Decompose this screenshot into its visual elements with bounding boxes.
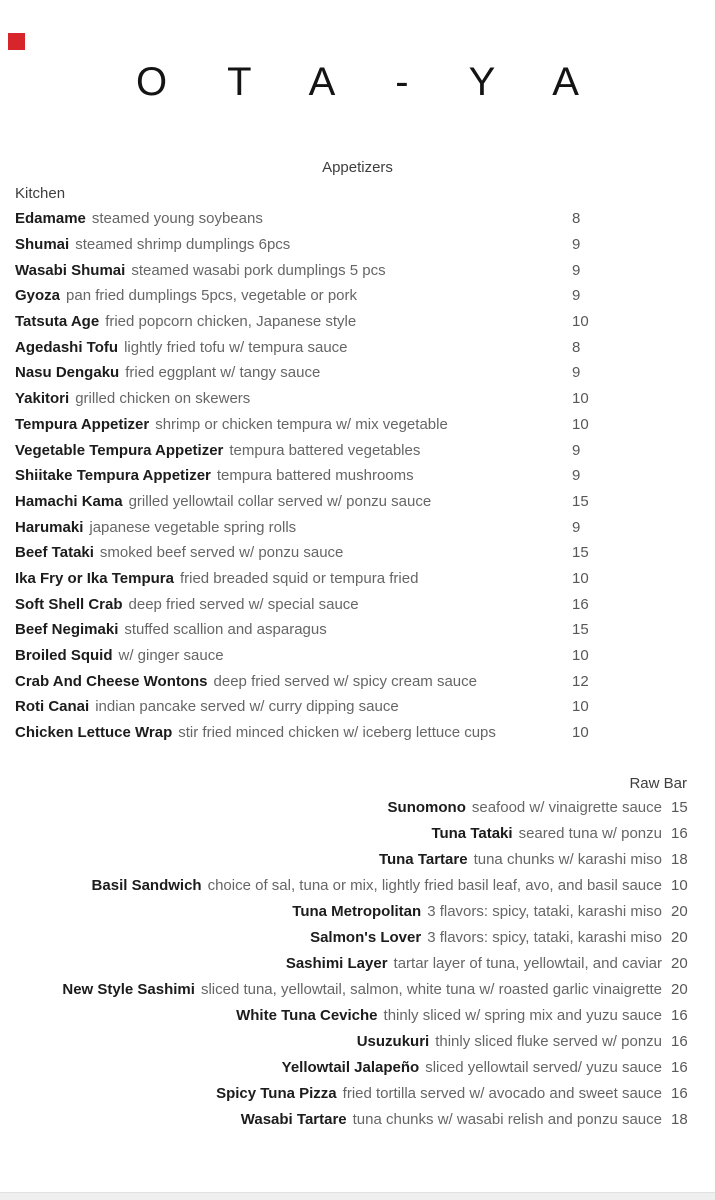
horizontal-scrollbar[interactable] [0,1192,715,1200]
item-price: 10 [572,647,589,665]
item-description: 3 flavors: spicy, tataki, karashi miso [427,928,662,946]
item-price: 15 [572,621,589,639]
menu-item-row [0,820,695,846]
item-name: Shumai [15,236,70,254]
menu-item-row [15,540,715,566]
menu-item-row [0,1106,695,1132]
item-description: fried eggplant w/ tangy sauce [125,364,321,382]
item-name: Tatsuta Age [15,313,100,331]
item-price: 10 [671,876,688,894]
menu-item-row [0,976,695,1002]
item-price: 12 [572,672,589,690]
item-price: 9 [572,261,581,279]
item-description: thinly sliced fluke served w/ ponzu [435,1032,662,1050]
item-description: sliced tuna, yellowtail, salmon, white tuna w/ roasted garlic vinaigrette [200,980,662,998]
item-name: Sashimi Layer [285,954,388,972]
menu-item-row [15,309,715,335]
item-price: 18 [671,1110,688,1128]
item-price: 10 [572,569,589,587]
menu-item-row [0,1080,695,1106]
item-name: Shiitake Tempura Appetizer [15,467,211,485]
item-description: shrimp or chicken tempura w/ mix vegetable [155,415,448,433]
item-description: fried tortilla served w/ avocado and sweet sauce [342,1084,662,1102]
item-description: lightly fried tofu w/ tempura sauce [124,338,348,356]
item-name: White Tuna Ceviche [236,1006,378,1024]
item-name: Wasabi Shumai [15,261,126,279]
item-name: Chicken Lettuce Wrap [15,724,173,742]
item-description: choice of sal, tuna or mix, lightly fried basil leaf, avo, and basil sauce [207,876,662,894]
kitchen-item-list [15,206,715,745]
item-description: seared tuna w/ ponzu [518,824,662,842]
item-price: 8 [572,210,581,228]
item-name: Sunomono [387,798,466,816]
item-price: 9 [572,236,581,254]
item-description: japanese vegetable spring rolls [89,518,297,536]
item-name: Beef Tataki [15,544,94,562]
item-name: Spicy Tuna Pizza [216,1084,337,1102]
menu-item-row [15,463,715,489]
item-price: 16 [671,824,688,842]
item-price: 9 [572,364,581,382]
item-description: stuffed scallion and asparagus [124,621,327,639]
item-price: 8 [572,338,581,356]
menu-item-row [15,283,715,309]
item-name: Agedashi Tofu [15,338,119,356]
item-description: tempura battered mushrooms [216,467,414,485]
item-price: 16 [671,1032,688,1050]
item-description: deep fried served w/ special sauce [128,595,359,613]
item-name: Wasabi Tartare [240,1110,347,1128]
item-price: 10 [572,698,589,716]
item-description: steamed wasabi pork dumplings 5 pcs [131,261,386,279]
item-description: steamed young soybeans [91,210,263,228]
menu-item-row [15,437,715,463]
appetizers-section-header: Appetizers [322,159,393,176]
red-marker [8,33,25,50]
item-price: 15 [572,544,589,562]
item-price: 10 [572,415,589,433]
menu-item-row [15,489,715,515]
item-name: Vegetable Tempura Appetizer [15,441,224,459]
item-price: 15 [572,492,589,510]
menu-item-row [0,846,695,872]
menu-item-row [0,794,695,820]
item-description: deep fried served w/ spicy cream sauce [213,672,477,690]
menu-item-row [15,617,715,643]
item-name: Nasu Dengaku [15,364,120,382]
item-description: grilled yellowtail collar served w/ ponzu sauce [128,492,432,510]
item-price: 16 [671,1006,688,1024]
item-price: 9 [572,441,581,459]
menu-item-row [15,257,715,283]
item-name: New Style Sashimi [62,980,195,998]
item-name: Roti Canai [15,698,90,716]
menu-item-row [15,514,715,540]
menu-item-row [15,386,715,412]
item-description: fried popcorn chicken, Japanese style [105,313,357,331]
item-description: fried breaded squid or tempura fried [179,569,419,587]
item-name: Basil Sandwich [91,876,202,894]
item-description: 3 flavors: spicy, tataki, karashi miso [427,902,662,920]
menu-item-row [15,566,715,592]
menu-item-row [0,1002,695,1028]
item-description: grilled chicken on skewers [75,390,251,408]
item-description: tempura battered vegetables [229,441,421,459]
item-price: 20 [671,954,688,972]
menu-item-row [0,872,695,898]
item-description: pan fried dumplings 5pcs, vegetable or pork [66,287,358,305]
item-price: 20 [671,902,688,920]
item-price: 16 [671,1084,688,1102]
item-price: 10 [572,724,589,742]
item-name: Soft Shell Crab [15,595,123,613]
item-name: Tuna Tartare [378,850,468,868]
item-name: Gyoza [15,287,61,305]
menu-item-row [15,412,715,438]
item-price: 9 [572,287,581,305]
item-description: tuna chunks w/ karashi miso [473,850,662,868]
menu-item-row [15,668,715,694]
item-price: 18 [671,850,688,868]
menu-item-row [0,950,695,976]
menu-item-row [15,643,715,669]
item-price: 20 [671,928,688,946]
item-name: Tuna Metropolitan [292,902,422,920]
item-name: Ika Fry or Ika Tempura [15,569,174,587]
menu-item-row [15,206,715,232]
menu-item-row [15,591,715,617]
item-name: Beef Negimaki [15,621,119,639]
item-description: w/ ginger sauce [118,647,224,665]
menu-item-row [0,898,695,924]
item-description: tartar layer of tuna, yellowtail, and caviar [393,954,662,972]
item-description: smoked beef served w/ ponzu sauce [99,544,344,562]
menu-item-row [15,232,715,258]
item-price: 10 [572,313,589,331]
menu-item-row [0,1028,695,1054]
kitchen-section-header: Kitchen [15,185,66,202]
item-name: Harumaki [15,518,84,536]
item-description: tuna chunks w/ wasabi relish and ponzu sauce [352,1110,662,1128]
item-price: 16 [572,595,589,613]
restaurant-title: OTA-YA [136,60,639,104]
menu-item-row [15,334,715,360]
item-name: Yakitori [15,390,70,408]
item-price: 9 [572,467,581,485]
menu-item-row [15,720,715,746]
raw-bar-section-header: Raw Bar [629,775,687,792]
item-price: 15 [671,798,688,816]
item-price: 16 [671,1058,688,1076]
item-description: sliced yellowtail served/ yuzu sauce [425,1058,662,1076]
item-price: 10 [572,390,589,408]
menu-item-row [15,360,715,386]
item-price: 20 [671,980,688,998]
menu-item-row [0,1054,695,1080]
item-description: indian pancake served w/ curry dipping sauce [95,698,399,716]
item-name: Salmon's Lover [310,928,422,946]
item-description: steamed shrimp dumplings 6pcs [75,236,291,254]
item-name: Crab And Cheese Wontons [15,672,208,690]
item-price: 9 [572,518,581,536]
menu-item-row [15,694,715,720]
menu-item-row [0,924,695,950]
item-name: Tempura Appetizer [15,415,150,433]
item-name: Hamachi Kama [15,492,123,510]
raw-bar-item-list [0,794,695,1132]
item-name: Tuna Tataki [431,824,513,842]
item-name: Edamame [15,210,86,228]
item-description: stir fried minced chicken w/ iceberg lettuce cups [178,724,496,742]
item-description: seafood w/ vinaigrette sauce [471,798,662,816]
item-description: thinly sliced w/ spring mix and yuzu sauce [383,1006,662,1024]
item-name: Usuzukuri [356,1032,430,1050]
item-name: Broiled Squid [15,647,113,665]
item-name: Yellowtail Jalapeño [281,1058,420,1076]
